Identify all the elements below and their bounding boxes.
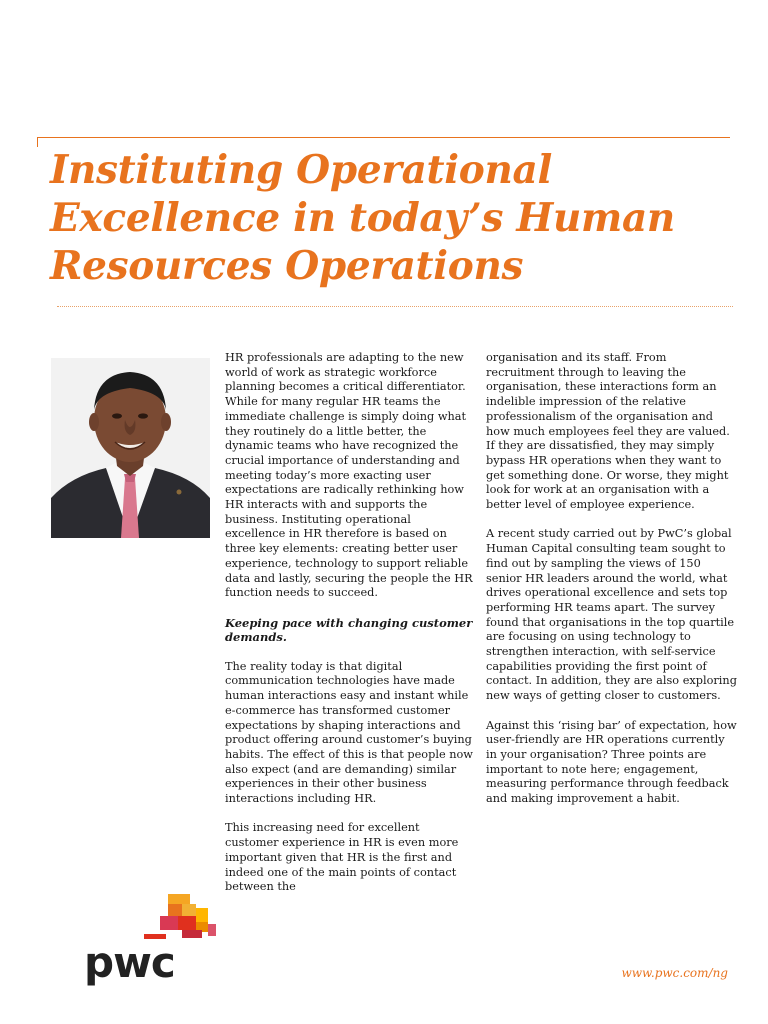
author-portrait bbox=[51, 358, 210, 538]
paragraph: organisation and its staff. From recruitment through to leaving the organisation, these interactions form an indelible impression of the relative professionalism of the organisation and how much employees feel they are valued. If they are dissatisfied, they may simply bypass HR operations when they want to get something done. Or worse, they might look for work at an organisation with a better level of employee experience. bbox=[486, 351, 730, 512]
section-subheading: Keeping pace with changing customer demands. bbox=[225, 615, 473, 645]
paragraph: HR professionals are adapting to the new world of work as strategic workforce planning becomes a critical differentiator. While for many regular HR teams the immediate challenge is simply doing what they routinely do a little better, the dynamic teams who have recognized the crucial importance of understanding and meeting today’s more exacting user expectations are radically rethinking how HR interacts with and supports the business. Instituting operational excellence in HR therefore is based on three key elements: creating better user experience, technology to support reliable data and lastly, securing the people the HR function needs to succeed. bbox=[225, 351, 473, 600]
article-column-2 bbox=[486, 351, 738, 821]
pwc-logo-text: pwc bbox=[84, 938, 175, 987]
top-rule-tick bbox=[37, 137, 38, 147]
paragraph: The reality today is that digital communication technologies have made human interactions easy and instant while e-commerce has transformed customer expectations by shaping interactions and product offering around customer’s buying habits. The effect of this is that people now also expect (and are demanding) similar experiences in their other business interactions including HR. bbox=[225, 659, 473, 806]
portrait-illustration bbox=[51, 358, 210, 538]
top-rule bbox=[37, 137, 730, 138]
page-title: Instituting Operational Excellence in today’s Human Resources Operations bbox=[50, 147, 675, 289]
title-divider bbox=[57, 306, 733, 307]
paragraph: This increasing need for excellent customer experience in HR is even more important given that HR is the first and indeed one of the main points of contact between the bbox=[225, 821, 459, 894]
article-column-1 bbox=[225, 351, 473, 910]
footer-url[interactable]: www.pwc.com/ng bbox=[621, 966, 728, 980]
paragraph: Against this ‘rising bar’ of expectation, how user-friendly are HR operations currently in your organisation? Three points are important to note here; engagement, measuring performance through feedback and making improvement a habit. bbox=[486, 718, 737, 806]
paragraph: A recent study carried out by PwC’s global Human Capital consulting team sought to find out by sampling the views of 150 senior HR leaders around the world, what drives operational excellence and sets top performing HR teams apart. The survey found that organisations in the top quartile are focusing on using technology to strengthen interaction, with self-service capabilities providing the first point of contact. In addition, they are also exploring new ways of getting closer to customers. bbox=[486, 527, 737, 703]
